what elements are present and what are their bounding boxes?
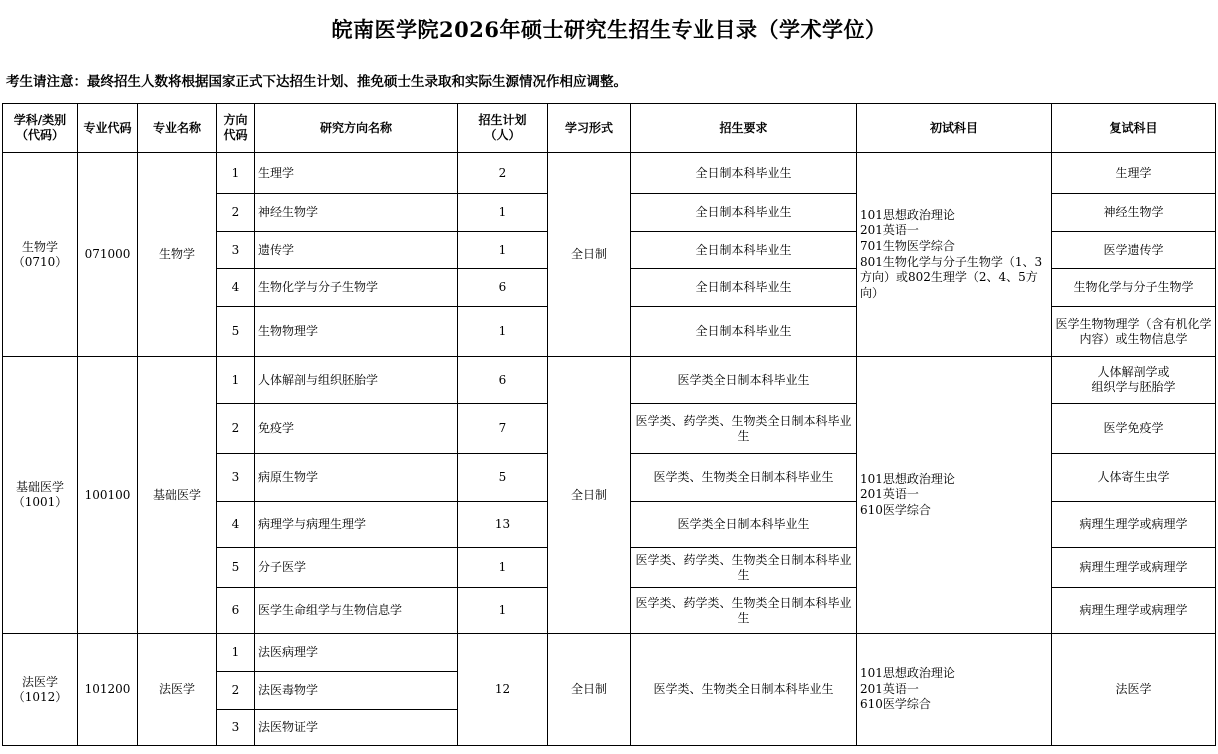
dir-code-cell: 2 [217, 404, 255, 454]
requirement-cell: 全日制本科毕业生 [631, 194, 857, 232]
dir-code-cell: 1 [217, 153, 255, 194]
dir-name-cell: 人体解剖与组织胚胎学 [255, 357, 458, 404]
mode-cell: 全日制 [548, 634, 631, 746]
mode-cell: 全日制 [548, 153, 631, 357]
dir-code-cell: 1 [217, 634, 255, 672]
table-row [3, 357, 1216, 404]
header-major-code: 专业代码 [78, 104, 138, 153]
dir-code-cell: 6 [217, 588, 255, 634]
dir-code-cell: 2 [217, 194, 255, 232]
retest-cell: 病理生理学或病理学 [1052, 588, 1216, 634]
header-dir-name: 研究方向名称 [255, 104, 458, 153]
dir-code-cell: 5 [217, 548, 255, 588]
retest-cell: 法医学 [1052, 634, 1216, 746]
retest-cell: 医学生物物理学（含有机化学内容）或生物信息学 [1052, 307, 1216, 357]
header-mode: 学习形式 [548, 104, 631, 153]
discipline-cell: 法医学 （1012） [3, 634, 78, 746]
requirement-cell: 全日制本科毕业生 [631, 232, 857, 269]
requirement-cell: 全日制本科毕业生 [631, 269, 857, 307]
requirement-cell: 医学类、生物类全日制本科毕业生 [631, 634, 857, 746]
quota-cell: 7 [458, 404, 548, 454]
dir-code-cell: 2 [217, 672, 255, 710]
header-discipline: 学科/类别 （代码） [3, 104, 78, 153]
major-code-cell: 071000 [78, 153, 138, 357]
dir-name-cell: 法医物证学 [255, 710, 458, 746]
quota-cell: 2 [458, 153, 548, 194]
dir-name-cell: 生理学 [255, 153, 458, 194]
dir-code-cell: 3 [217, 232, 255, 269]
retest-cell: 神经生物学 [1052, 194, 1216, 232]
quota-cell: 1 [458, 307, 548, 357]
dir-name-cell: 生物物理学 [255, 307, 458, 357]
header-major-name: 专业名称 [138, 104, 217, 153]
requirement-cell: 全日制本科毕业生 [631, 307, 857, 357]
major-name-cell: 法医学 [138, 634, 217, 746]
header-requirement: 招生要求 [631, 104, 857, 153]
major-code-cell: 100100 [78, 357, 138, 634]
retest-cell: 人体寄生虫学 [1052, 454, 1216, 502]
retest-cell: 病理生理学或病理学 [1052, 502, 1216, 548]
notice-text: 考生请注意：最终招生人数将根据国家正式下达招生计划、推免硕士生录取和实际生源情况作相应调整。 [6, 74, 627, 90]
header-retest: 复试科目 [1052, 104, 1216, 153]
requirement-cell: 医学类、药学类、生物类全日制本科毕业生 [631, 404, 857, 454]
quota-cell: 6 [458, 269, 548, 307]
page-title: 皖南医学院2026年硕士研究生招生专业目录（学术学位） [331, 17, 887, 42]
dir-code-cell: 3 [217, 710, 255, 746]
dir-name-cell: 神经生物学 [255, 194, 458, 232]
header-initial-exam: 初试科目 [857, 104, 1052, 153]
dir-name-cell: 医学生命组学与生物信息学 [255, 588, 458, 634]
dir-code-cell: 5 [217, 307, 255, 357]
requirement-cell: 医学类全日制本科毕业生 [631, 502, 857, 548]
dir-name-cell: 法医病理学 [255, 634, 458, 672]
dir-name-cell: 生物化学与分子生物学 [255, 269, 458, 307]
discipline-cell: 生物学 （0710） [3, 153, 78, 357]
requirement-cell: 医学类、药学类、生物类全日制本科毕业生 [631, 588, 857, 634]
discipline-cell: 基础医学 （1001） [3, 357, 78, 634]
header-quota: 招生计划 （人） [458, 104, 548, 153]
admissions-table [2, 103, 1216, 746]
quota-cell: 1 [458, 588, 548, 634]
retest-cell: 医学免疫学 [1052, 404, 1216, 454]
dir-code-cell: 1 [217, 357, 255, 404]
quota-cell: 1 [458, 232, 548, 269]
dir-name-cell: 病理学与病理生理学 [255, 502, 458, 548]
retest-cell: 生物化学与分子生物学 [1052, 269, 1216, 307]
dir-name-cell: 法医毒物学 [255, 672, 458, 710]
dir-code-cell: 4 [217, 502, 255, 548]
requirement-cell: 医学类、药学类、生物类全日制本科毕业生 [631, 548, 857, 588]
requirement-cell: 医学类、生物类全日制本科毕业生 [631, 454, 857, 502]
retest-cell: 病理生理学或病理学 [1052, 548, 1216, 588]
dir-name-cell: 遗传学 [255, 232, 458, 269]
header-dir-code: 方向 代码 [217, 104, 255, 153]
retest-cell: 人体解剖学或 组织学与胚胎学 [1052, 357, 1216, 404]
dir-code-cell: 3 [217, 454, 255, 502]
initial-exam-cell: 101思想政治理论 201英语一 610医学综合 [857, 634, 1052, 746]
quota-cell: 12 [458, 634, 548, 746]
table-row [3, 634, 1216, 672]
quota-cell: 5 [458, 454, 548, 502]
quota-cell: 1 [458, 548, 548, 588]
mode-cell: 全日制 [548, 357, 631, 634]
requirement-cell: 全日制本科毕业生 [631, 153, 857, 194]
quota-cell: 6 [458, 357, 548, 404]
dir-code-cell: 4 [217, 269, 255, 307]
table-header-row [3, 104, 1216, 153]
major-name-cell: 生物学 [138, 153, 217, 357]
major-name-cell: 基础医学 [138, 357, 217, 634]
table-row [3, 153, 1216, 194]
dir-name-cell: 分子医学 [255, 548, 458, 588]
initial-exam-cell: 101思想政治理论 201英语一 610医学综合 [857, 357, 1052, 634]
dir-name-cell: 免疫学 [255, 404, 458, 454]
retest-cell: 生理学 [1052, 153, 1216, 194]
initial-exam-cell: 101思想政治理论 201英语一 701生物医学综合 801生物化学与分子生物学（1、3方向）或802生理学（2、4、5方向） [857, 153, 1052, 357]
quota-cell: 13 [458, 502, 548, 548]
retest-cell: 医学遗传学 [1052, 232, 1216, 269]
dir-name-cell: 病原生物学 [255, 454, 458, 502]
requirement-cell: 医学类全日制本科毕业生 [631, 357, 857, 404]
major-code-cell: 101200 [78, 634, 138, 746]
quota-cell: 1 [458, 194, 548, 232]
